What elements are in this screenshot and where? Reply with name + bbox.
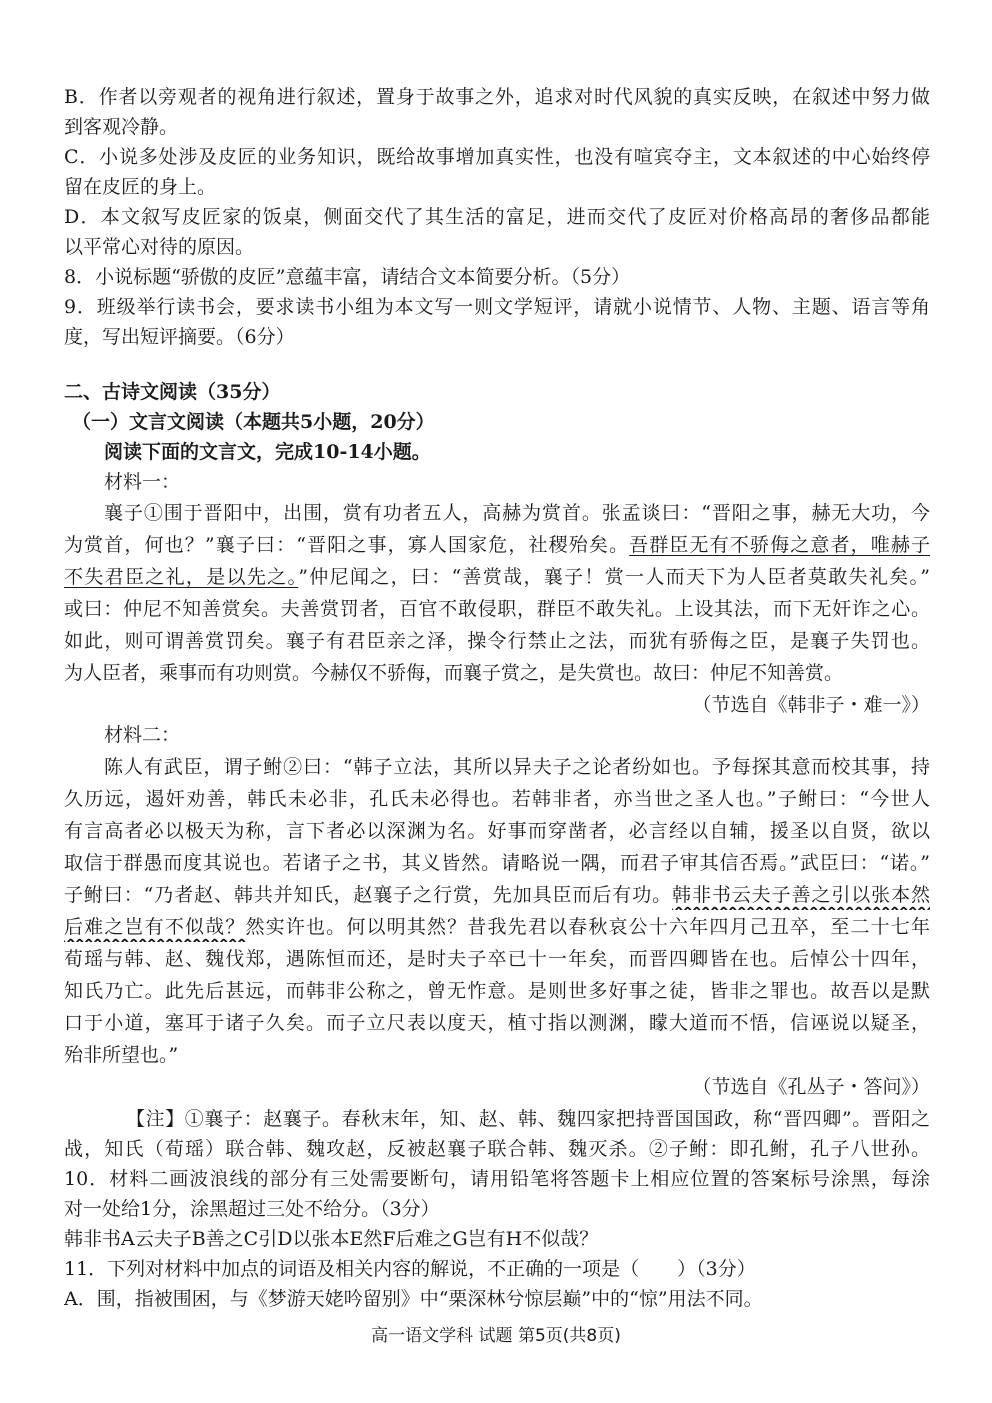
material-2-label: 材料二：: [104, 724, 181, 746]
question-11: 11．下列对材料中加点的词语及相关内容的解说，不正确的一项是（ ）（3分）: [64, 1258, 756, 1280]
annotation-line1: 【注】①襄子：赵襄子。春秋末年，知、赵、韩、魏四家把持晋国国政，称“晋四卿”。晋阳之: [126, 1108, 930, 1130]
question-10-line2: 对一处给1分，涂黑超过三处不给分。（3分）: [64, 1198, 440, 1220]
material-2-line7: 荀瑶与韩、赵、魏伐郑，遇陈恒而还，是时夫子卒已十一年矣，而晋四卿皆在也。后悼公十四年，: [64, 948, 930, 970]
material-2-line3: 有言高者必以极天为称，言下者必以深渊为名。好事而穿凿者，必言经以自辅，援圣以自贤，欲以: [64, 820, 930, 842]
material-1-line2: [64, 530, 930, 560]
material-2-line1: 陈人有武臣，谓子鲋②曰：“韩子立法，其所以异夫子之论者纷如也。予每探其意而校其事，持: [104, 756, 930, 778]
q7-option-d-line1: D．本文叙写皮匠家的饭桌，侧面交代了其生活的富足，进而交代了皮匠对价格高昂的奢侈品都能: [64, 206, 930, 228]
material-1-source: （节选自《韩非子・难一》）: [692, 694, 930, 716]
reading-instruction: 阅读下面的文言文，完成10-14小题。: [104, 441, 431, 463]
material-2-source: （节选自《孔丛子・答问》）: [692, 1076, 930, 1098]
section-2-title: 二、古诗文阅读（35分）: [64, 381, 281, 403]
material-2-line6: [64, 912, 930, 942]
question-11-option-a: A．围，指被围困，与《梦游天姥吟留别》中“栗深林兮惊层巅”中的“惊”用法不同。: [64, 1288, 763, 1310]
annotation-line2: 战，知氏（荀瑶）联合韩、魏攻赵，反被赵襄子联合韩、魏灭杀。②子鲋：即孔鲋，孔子八世孙。: [64, 1138, 930, 1160]
question-8: 8．小说标题“骄傲的皮匠”意蕴丰富，请结合文本简要分析。（5分）: [64, 266, 631, 288]
material-2-line4: 取信于群愚而度其说也。若诸子之书，其义皆然。请略说一隅，而君子审其信否焉。”武臣曰：“诺。”: [64, 852, 930, 874]
material-1-line5: 如此，则可谓善赏罚矣。襄子有君臣亲之泽，操令行禁止之法，而犹有骄侮之臣，是襄子失罚也。: [64, 630, 930, 652]
material-2-wavy-sentence-part2: 后难之岂有不似哉？: [64, 916, 246, 938]
page-footer: 高一语文学科 试题 第5页(共8页): [371, 1326, 621, 1346]
material-1-line6: 为人臣者，乘事而有功则赏。今赫仅不骄侮，而襄子赏之，是失赏也。故曰：仲尼不知善赏。: [64, 662, 844, 684]
material-1-line3-text: ”仲尼闻之，曰：“善赏哉，襄子！赏一人而天下为人臣者莫敢失礼矣。”: [298, 566, 930, 588]
subsection-1-title: （一）文言文阅读（本题共5小题，20分）: [72, 411, 435, 433]
material-2-line6-text: 然实许也。何以明其然？昔我先君以春秋哀公十六年四月己丑卒，至二十七年: [245, 916, 930, 938]
q7-option-c-line1: C．小说多处涉及皮匠的业务知识，既给故事增加真实性，也没有喧宾夺主，文本叙述的中心始终停: [64, 146, 930, 168]
material-1-underlined-sentence-part1: 吾群臣无有不骄侮之意者，唯赫子: [629, 534, 930, 556]
material-2-line2: 久历远，遏奸劝善，韩氏未必非，孔氏未必得也。若韩非者，亦当世之圣人也。”子鲋曰：“今世人: [64, 788, 930, 810]
q7-option-d-line2: 以平常心对待的原因。: [64, 236, 255, 258]
material-2-wavy-sentence-part1: 韩非书云夫子善之引以张本然: [672, 884, 930, 906]
material-1-underlined-sentence-part2: 不失君臣之礼，是以先之。: [64, 566, 299, 588]
material-1-line3: [64, 562, 930, 592]
q7-option-b-line1: B．作者以旁观者的视角进行叙述，置身于故事之外，追求对时代风貌的真实反映，在叙述中努力做: [64, 86, 930, 108]
q7-option-c-line2: 留在皮匠的身上。: [64, 176, 217, 198]
material-1-line1: 襄子①围于晋阳中，出围，赏有功者五人，高赫为赏首。张孟谈曰：“晋阳之事，赫无大功，今: [104, 502, 930, 524]
material-1-label: 材料一：: [104, 471, 181, 493]
material-2-line5: [64, 880, 930, 910]
q7-option-b-line2: 到客观冷静。: [64, 116, 179, 138]
question-10-options: 韩非书A云夫子B善之C引D以张本E然F后难之G岂有H不似哉？: [64, 1228, 599, 1250]
material-2-line9: 口于小道，塞耳于诸子久矣。而子立尺表以度天，植寸指以测渊，矇大道而不悟，信诬说以疑圣，: [64, 1012, 930, 1034]
question-9-line1: 9．班级举行读书会，要求读书小组为本文写一则文学短评，请就小说情节、人物、主题、语言等角: [64, 296, 930, 318]
question-9-line2: 度，写出短评摘要。（6分）: [64, 326, 295, 348]
question-10-line1: 10．材料二画波浪线的部分有三处需要断句，请用铅笔将答题卡上相应位置的答案标号涂黑，每涂: [64, 1168, 930, 1190]
material-2-line8: 知氏乃亡。此先后甚远，而韩非公称之，曾无怍意。是则世多好事之徒，皆非之罪也。故吾以是默: [64, 980, 930, 1002]
material-1-line4: 或曰：仲尼不知善赏矣。夫善赏罚者，百官不敢侵职，群臣不敢失礼。上设其法，而下无奸诈之心。: [64, 598, 930, 620]
material-2-line5-text: 子鲋曰：“乃者赵、韩共并知氏，赵襄子之行赏，先加具臣而后有功。: [64, 884, 673, 906]
material-1-line2-text: 为赏首，何也？”襄子曰：“晋阳之事，寡人国家危，社稷殆矣。: [64, 534, 630, 556]
material-2-line10: 殆非所望也。”: [64, 1044, 179, 1066]
